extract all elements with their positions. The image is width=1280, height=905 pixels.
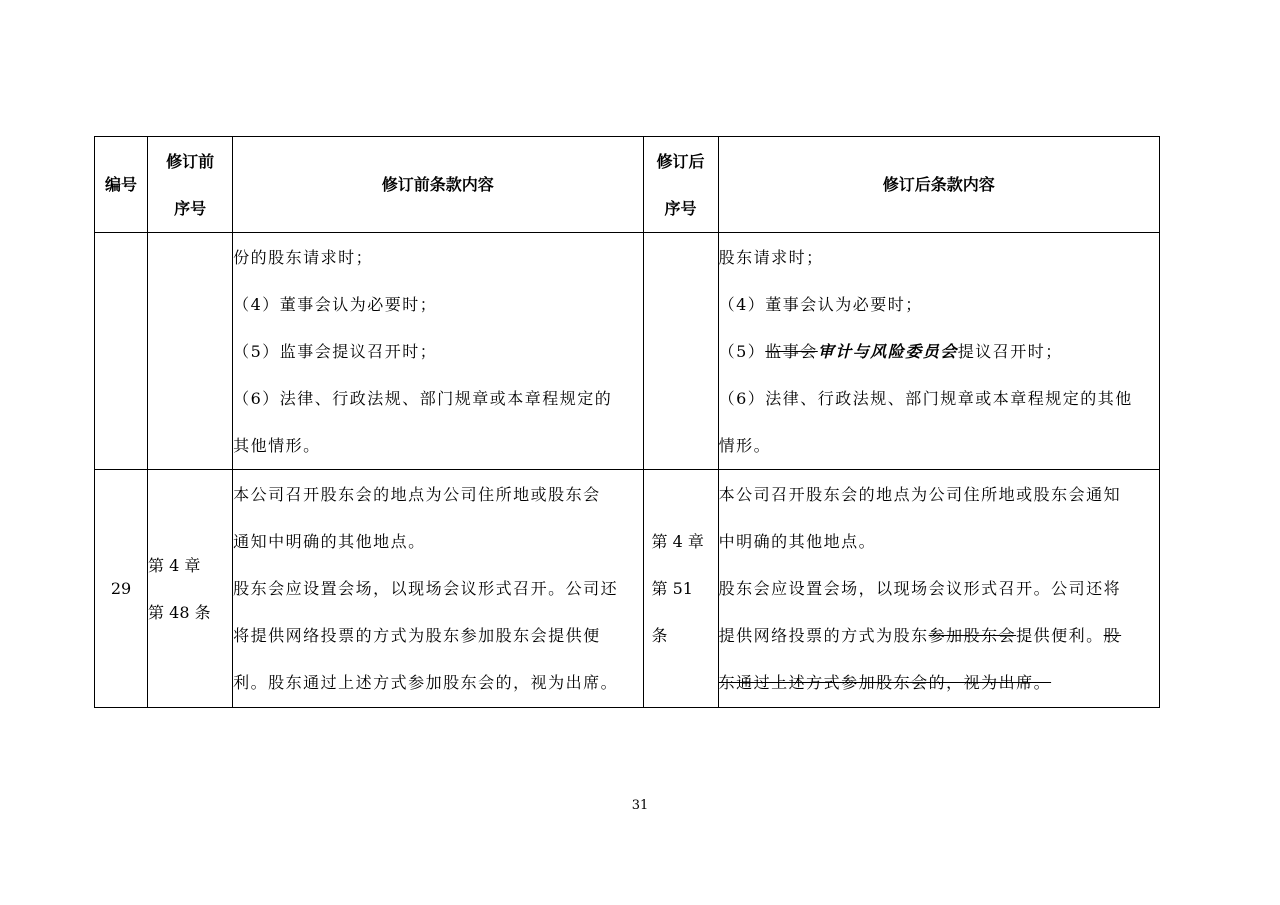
header-before-content: 修订前条款内容	[233, 137, 643, 233]
deleted-text: 参加股东会	[928, 626, 1017, 645]
row2-no: 29	[95, 470, 148, 708]
table-row	[95, 470, 1160, 708]
page-number: 31	[631, 798, 649, 813]
header-row	[95, 137, 1160, 233]
row1-no	[95, 233, 148, 470]
header-before-no: 修订前 序号	[148, 137, 233, 233]
inserted-text: 审计与风险委员会	[817, 341, 958, 361]
row2-after-content: 本公司召开股东会的地点为公司住所地或股东会通知 中明确的其他地点。 股东会应设置会场，以现场会议形式召开。公司还将 提供网络投票的方式为股东参加股东会提供便利。股 东通过上述方式参加股东会的，视为出席。	[718, 470, 1159, 708]
row1-before-content: 份的股东请求时； （4）董事会认为必要时； （5）监事会提议召开时； （6）法律、行政法规、部门规章或本章程规定的 其他情形。	[233, 233, 643, 470]
deleted-text: 东通过上述方式参加股东会的，视为出席。	[718, 673, 1052, 692]
row2-before-content: 本公司召开股东会的地点为公司住所地或股东会 通知中明确的其他地点。 股东会应设置会场，以现场会议形式召开。公司还 将提供网络投票的方式为股东参加股东会提供便 利。股东通过上述方式参加股东会的，视为出席。	[233, 470, 643, 708]
deleted-text: 股	[1103, 626, 1122, 645]
row1-after-content: 股东请求时； （4）董事会认为必要时； （5）监事会审计与风险委员会提议召开时； （6）法律、行政法规、部门规章或本章程规定的其他 情形。	[718, 233, 1159, 470]
deleted-text: 监事会	[765, 341, 818, 361]
header-no: 编号	[95, 137, 148, 233]
row2-after-ref: 第 4 章 第 51 条	[643, 470, 718, 708]
row1-before-ref	[148, 233, 233, 470]
table-row	[95, 233, 1160, 470]
row1-after-ref	[643, 233, 718, 470]
header-after-content: 修订后条款内容	[718, 137, 1159, 233]
revision-table	[94, 136, 1160, 708]
header-after-no: 修订后 序号	[643, 137, 718, 233]
row2-before-ref: 第 4 章 第 48 条	[148, 470, 233, 708]
